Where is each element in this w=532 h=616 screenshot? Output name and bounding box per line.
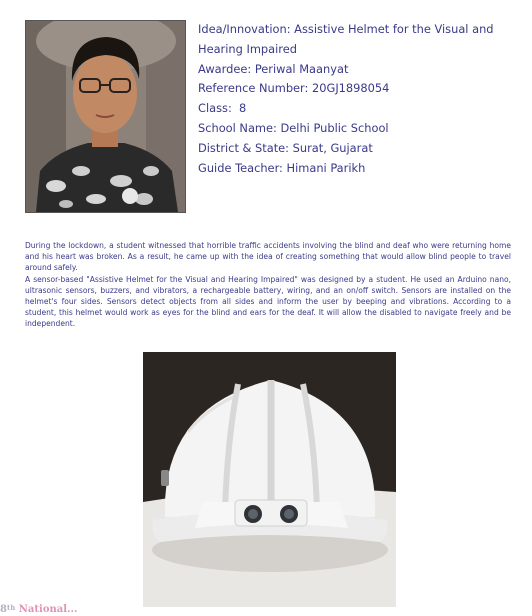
awardee-photo-illustration — [26, 21, 185, 212]
description-paragraph-1: During the lockdown, a student witnessed that horrible traffic accidents involving the blind and deaf who were returning home and his heart was broken. As a result, he came up with the idea of creating something that would allow blind people to travel around safely. — [25, 241, 511, 273]
footer-logo-sup: th — [6, 603, 16, 612]
idea-line-1: Idea/Innovation: Assistive Helmet for the Visual and — [198, 22, 494, 36]
helmet-photo — [143, 352, 396, 607]
project-description — [25, 240, 511, 330]
awardee-photo — [25, 20, 186, 213]
reference-number: Reference Number: 20GJ1898054 — [198, 81, 390, 96]
award-details — [198, 20, 518, 178]
district-state: District & State: Surat, Gujarat — [198, 140, 373, 155]
awardee-name: Awardee: Periwal Maanyat — [198, 61, 349, 76]
idea-line-2: Hearing Impaired — [198, 41, 297, 56]
school-name: School Name: Delhi Public School — [198, 120, 389, 135]
helmet-illustration — [143, 352, 396, 607]
guide-teacher: Guide Teacher: Himani Parikh — [198, 160, 366, 175]
footer-logo-text: National... — [18, 604, 78, 615]
description-paragraph-2: A sensor-based "Assistive Helmet for the Visual and Hearing Impaired" was designed by a student. He used an Arduino nano, ultrasonic sensors, buzzers, and vibrators, a rechargeable battery, wiring, and an on/off switch. Sensors are installed on the helmet's four sides. Sensors detect objects from all sides and inform the user by beeping and vibrations. According to a student, this helmet would work as eyes for the blind and ears for the deaf. It will allow the disabled to navigate freely and be independent. — [25, 274, 511, 329]
footer-logo — [0, 604, 90, 616]
class-level: Class: 8 — [198, 101, 247, 116]
footer-logo-number: 8 — [0, 604, 7, 615]
